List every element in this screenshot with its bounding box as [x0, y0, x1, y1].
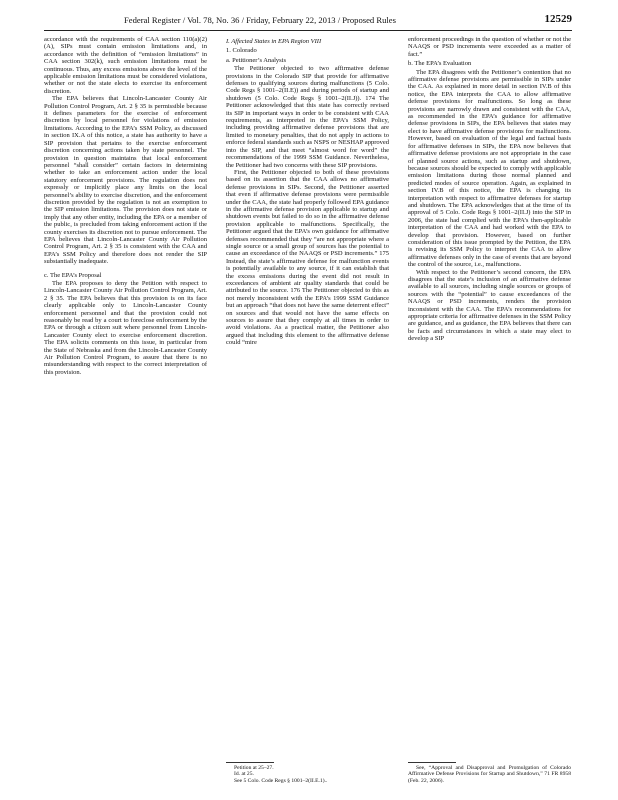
paragraph: The Petitioner objected to two affirmative defense provisions in the Colorado SIP that provide for affirmative defenses to qualifying sources during malfunctions (5 Colo. Code Regs § 1001–2(II.E)) and during periods of startup and shutdown (5 Colo. Code Regs § 1001–2(II.J)). 174 The Petitioner acknowledged that this state has correctly revised its SIP in important ways in order to be consistent with CAA requirements, as interpreted in the EPA’s SSM Policy, including providing affirmative defense provisions that are limited to monetary penalties, that do not apply in actions to enforce federal standards such as NSPS or NESHAP approved into the SIP, and that meet “almost word for word” the recommendations of the 1999 SSM Guidance. Nevertheless, the Petitioner had two concerns with these SIP provisions. — [226, 65, 389, 169]
page-header — [44, 14, 572, 28]
section-heading: b. The EPA’s Evaluation — [408, 60, 472, 68]
column-3 — [408, 36, 571, 790]
column-2 — [226, 36, 389, 790]
page-number: 12529 — [544, 13, 572, 25]
paragraph: First, the Petitioner objected to both of these provisions based on its assertion that the CAA allows no affirmative defense provisions in SIPs. Second, the Petitioner asserted that even if affirmative defense provisions were permissible under the CAA, the state had properly followed EPA guidance in the affirmative defense provision applicable to startup and shutdown events but failed to do so in the affirmative defense provision applicable to malfunctions. Specifically, the Petitioner argued that the EPA’s own guidance for affirmative defenses recommended that they “are not appropriate where a single source or a small group of sources has the potential to cause an exceedance of the NAAQS or PSD increments.” 175 Instead, the state’s affirmative defense for malfunction events is potentially available to any source, if it can establish that the excess emissions during the event did not result in exceedances of ambient air quality standards that could be attributed to the source. 176 The Petitioner objected to this as not merely inconsistent with the EPA’s 1999 SSM Guidance but an approach “that does not have the same deterrent effect” on sources and that would not have the same effects on sources to assure that they comply at all times in order to avoid violations. As a practical matter, the Petitioner also argued that including this element to the affirmative defense could “mire — [226, 168, 389, 347]
footnote: Id. at 25. — [234, 771, 254, 778]
paragraph: With respect to the Petitioner’s second concern, the EPA disagrees that the state’s inclusion of an affirmative defense available to all sources, including single sources or groups of sources with the “potential” to cause exceedances of the NAAQS or PSD increments, renders the provision inconsistent with the CAA. The EPA’s recommendations for appropriate criteria for affirmative defenses in the SSM Policy are guidance, and as guidance, the EPA believes that there can be facts and circumstances in which a state may elect to develop a SIP — [408, 268, 571, 343]
section-heading: a. Petitioner’s Analysis — [226, 56, 287, 64]
footnotes — [408, 762, 571, 784]
footnote: Petition at 25–27. — [234, 764, 274, 771]
paragraph: The EPA disagrees with the Petitioner’s contention that no affirmative defense provisions are permissible in SIPs under the CAA. As explained in more detail in section IV.B of this notice, the EPA interprets the CAA to allow affirmative defense provisions for malfunctions. So long as these provisions are narrowly drawn and consistent with the CAA, as recommended in the EPA’s guidance for affirmative defense provisions in SIPs, the EPA believes that states may elect to have affirmative defense provisions for malfunctions. However, based on evaluation of the legal and factual basis for affirmative defenses in SIPs, the EPA now believes that affirmative defense provisions are not appropriate in the case of planned source actions, such as startup and shutdown, because sources should be expected to comply with applicable emission limitations during those normal planned and predicted modes of source operation. Again, as explained in section IV.B of this notice, the EPA is changing its interpretation with respect to affirmative defenses for startup and shutdown. The EPA acknowledges that at the time of its approval of 5 Colo. Code Regs § 1001–2(II.J) into the SIP in 2006, the state had complied with the EPA’s then-applicable interpretation of the CAA and had worked with the EPA to develop that provision. However, based on further consideration of this issue prompted by the Petition, the EPA is revising its SSM Policy to interpret the CAA to allow affirmative defenses only in the case of events that are beyond the control of the source, i.e., malfunctions. — [408, 68, 571, 269]
paragraph: The EPA believes that Lincoln-Lancaster County Air Pollution Control Program, Art. 2 § 35 is permissible because it defines parameters for the exercise of enforcement discretion by local personnel for violations of emission limitations. According to the EPA’s SSM Policy, as discussed in section IX.A of this notice, a state has authority to have a SIP provision that pertains to the exercise enforcement discretion concerning actions taken by state personnel. The provision in question maintains that local enforcement personnel “shall consider” certain factors in determining whether to take an enforcement action under the local statutory enforcement provisions. The regulation does not expressly or implicitly place any limits on the local personnel’s ability to exercise discretion, and the enforcement discretion provided by the regulation is not an exemption to the SIP emission limitations. The provision does not state or imply that any other entity, including the EPA or a member of the public, is precluded from taking enforcement action if the county exercises its discretion not to pursue enforcement. The EPA believes that Lincoln-Lancaster County Air Pollution Control Program, Art. 2 § 35 is consistent with the CAA and EPA’s SSM Policy and therefore does not render the SIP substantially inadequate. — [44, 95, 207, 266]
running-head: Federal Register / Vol. 78, No. 36 / Friday, February 22, 2013 / Proposed Rules — [124, 15, 396, 25]
footnote-rule — [226, 762, 274, 763]
section-heading: I. Affected States in EPA Region VIII — [226, 38, 322, 45]
footnote: See 5 Colo. Code Regs § 1001–2(II.E.1).. — [234, 777, 328, 784]
footnote-rule — [408, 762, 456, 763]
paragraph: accordance with the requirements of CAA section 110(a)(2)(A), SIPs must contain emission limitations and, in accordance with the definition of “emission limitations” in CAA section 302(k), such emission limitations must be continuous. Thus, any excess emissions above the level of the applicable emission limitations must be considered violations, whether or not the state elects to exercise its enforcement discretion. — [44, 36, 207, 95]
section-heading: c. The EPA’s Proposal — [44, 271, 102, 279]
footnote: See, “Approval and Disapproval and Promulgation of Colorado Affirmative Defense Provisions for Startup and Shutdown,” 71 FR 8958 (Feb. 22, 2006). — [408, 764, 571, 784]
paragraph: The EPA proposes to deny the Petition with respect to Lincoln-Lancaster County Air Pollution Control Program, Art. 2 § 35. The EPA believes that this provision is on its face clearly applicable only to Lincoln-Lancaster County enforcement personnel and that the provision could not reasonably be read by a court to foreclose enforcement by the EPA or through a citizen suit where personnel from Lincoln-Lancaster County elect to exercise enforcement discretion. The EPA solicits comments on this issue, in particular from the State of Nebraska and from the Lincoln-Lancaster County Air Pollution Control Program, to assure that there is no misunderstanding with respect to the correct interpretation of this provision. — [44, 280, 207, 376]
column-1 — [44, 36, 207, 790]
header-rule — [44, 30, 572, 31]
paragraph: enforcement proceedings in the question of whether or not the NAAQS or PSD increments were exceeded as a matter of fact.” — [408, 36, 571, 58]
footnotes — [226, 762, 389, 784]
section-heading: 1. Colorado — [226, 47, 257, 55]
